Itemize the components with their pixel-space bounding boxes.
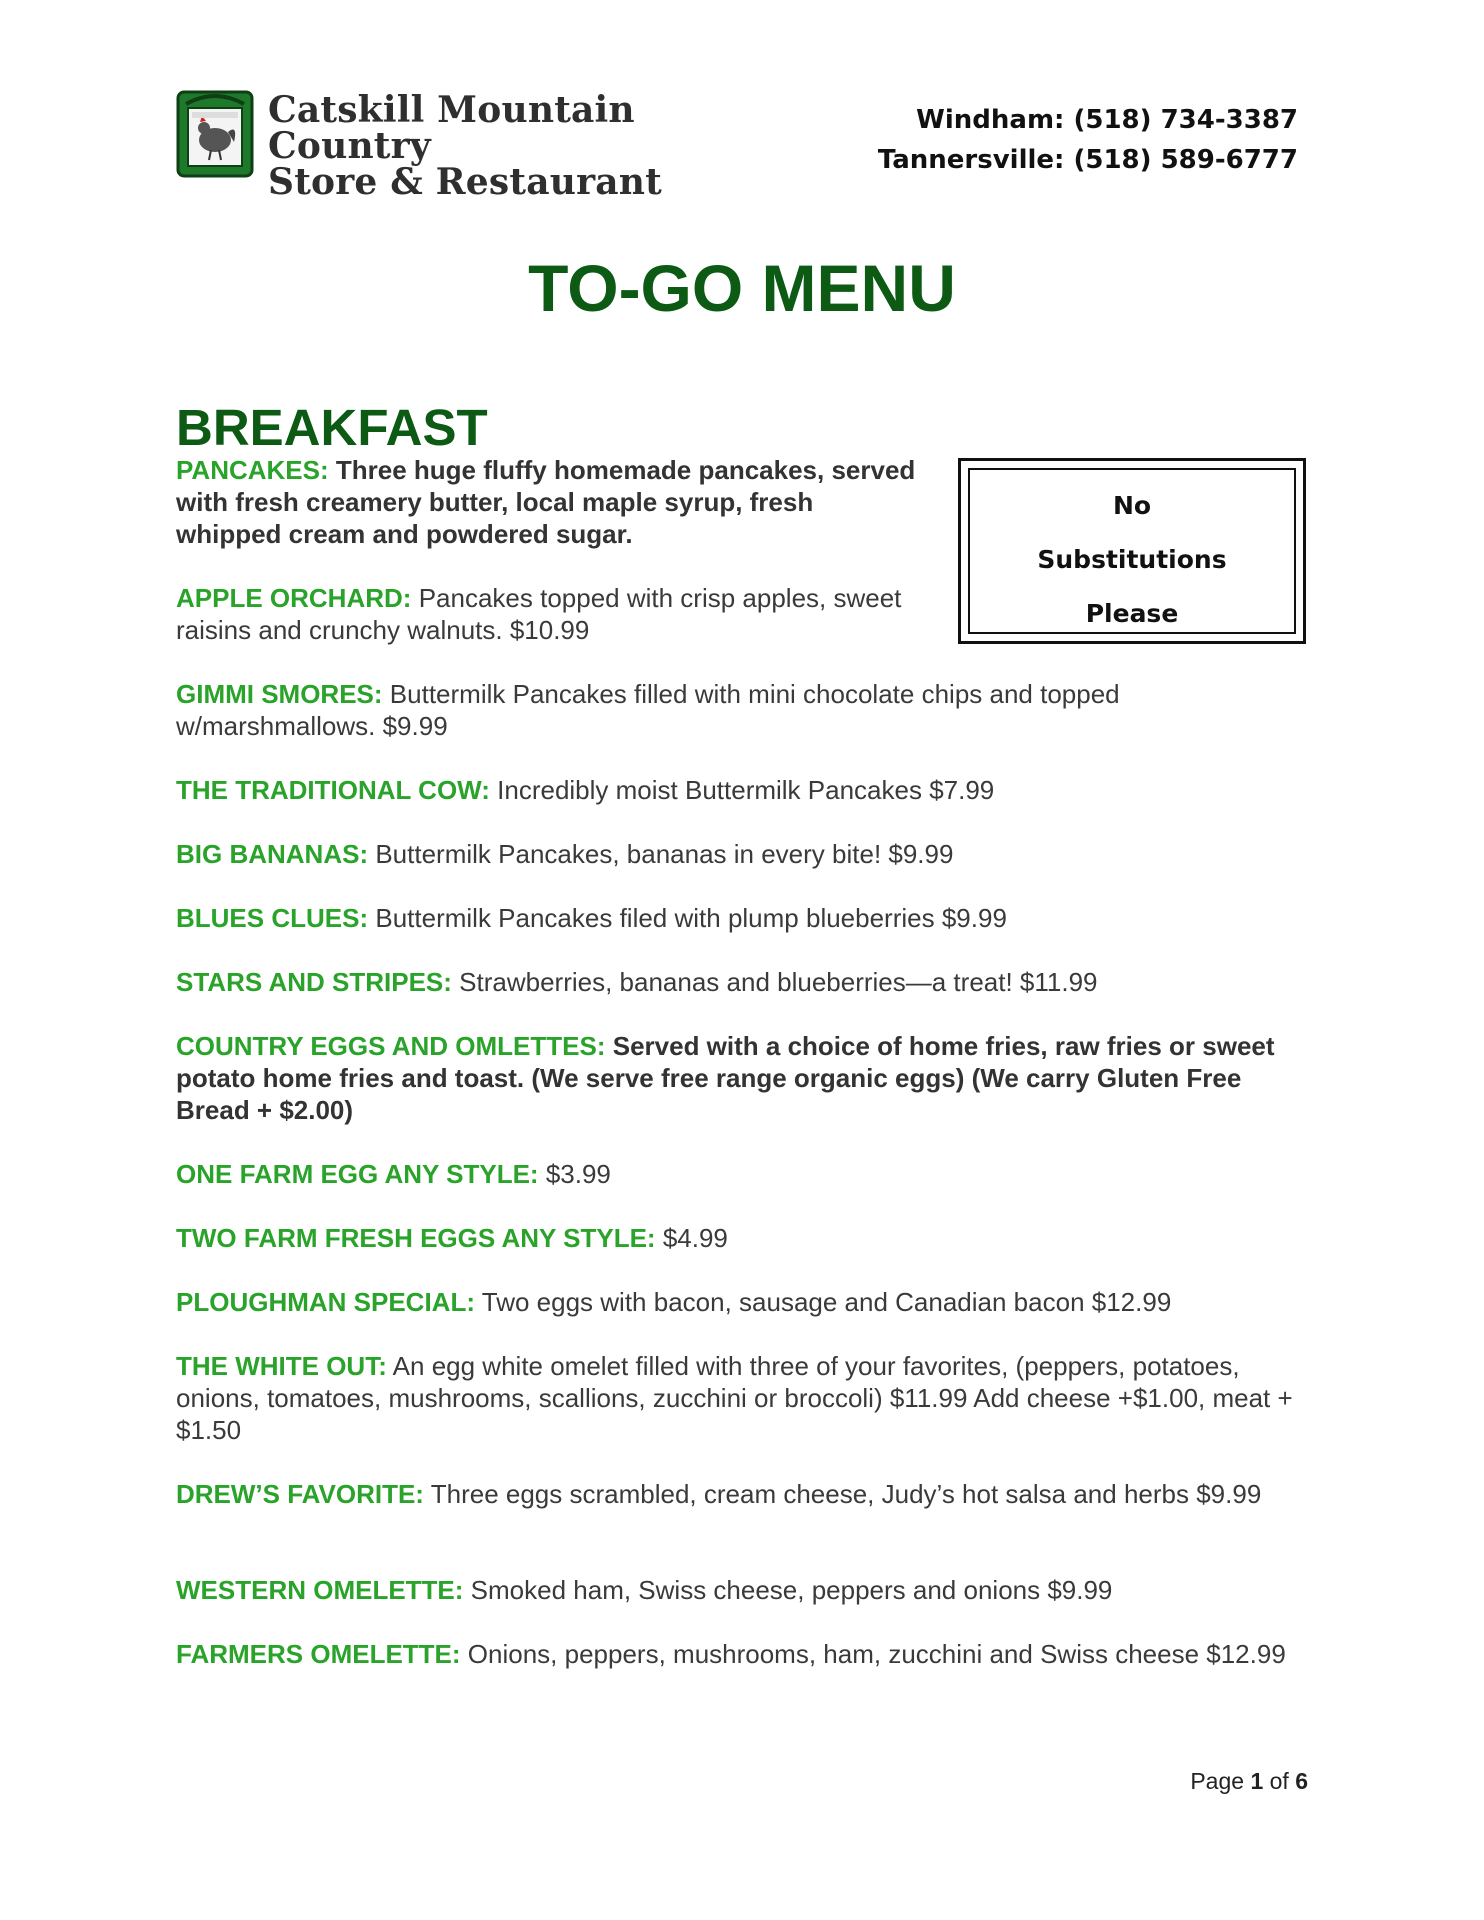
menu-item-one-farm-egg [176,1158,1316,1190]
item-name: TWO FARM FRESH EGGS ANY STYLE: [176,1223,656,1253]
menu-item-blues-clues [176,902,1316,934]
item-name: STARS AND STRIPES: [176,967,452,997]
item-description: An egg white omelet filled with three of your favorites, (peppers, potatoes, onions, tomatoes, mushrooms, scallions, zucchini or broccoli) $11.99 Add cheese +$1.00, meat + $1.50 [176,1351,1293,1445]
item-name: WESTERN OMELETTE: [176,1575,464,1605]
page-current: 1 [1250,1768,1264,1794]
pancakes-intro [176,454,916,550]
item-description: Buttermilk Pancakes filled with mini chocolate chips and topped w/marshmallows. $9.99 [176,679,1120,741]
menu-item-big-bananas [176,838,1316,870]
item-description: Two eggs with bacon, sausage and Canadian bacon $12.99 [481,1287,1172,1317]
menu-item-apple-orchard [176,582,906,646]
menu-item-drews-favorite [176,1478,1316,1510]
menu-item-white-out [176,1350,1316,1446]
menu-item-farmers-omelette [176,1638,1316,1670]
notice-line-2: Substitutions [1037,545,1227,574]
item-description: Three huge fluffy homemade pancakes, served with fresh creamery butter, local maple syrup, fresh whipped cream and powdered sugar. [176,455,916,549]
logo-wordmark [268,89,776,203]
menu-item-ploughman-special [176,1286,1316,1318]
item-description: Onions, peppers, mushrooms, ham, zucchini and Swiss cheese $12.99 [467,1639,1286,1669]
item-description: Three eggs scrambled, cream cheese, Judy’s hot salsa and herbs $9.99 [430,1479,1262,1509]
notice-line-1: No [1112,491,1152,520]
item-description: Served with a choice of home fries, raw fries or sweet potato home fries and toast. (We serve free range organic eggs) (We carry Gluten Free Bread + $2.00) [176,1031,1275,1125]
item-description: Strawberries, bananas and blueberries—a treat! $11.99 [459,967,1098,997]
item-name: BLUES CLUES: [176,903,369,933]
item-name: THE WHITE OUT: [176,1351,387,1381]
notice-text [961,479,1303,641]
item-description: Smoked ham, Swiss cheese, peppers and onions $9.99 [470,1575,1113,1605]
page-label: Page [1190,1768,1245,1794]
item-name: THE TRADITIONAL COW: [176,775,490,805]
logo-line-2: Store & Restaurant [268,161,662,203]
item-description: $3.99 [545,1159,611,1189]
item-name: COUNTRY EGGS AND OMLETTES: [176,1031,606,1061]
item-name: DREW’S FAVORITE: [176,1479,424,1509]
item-description: $4.99 [662,1223,728,1253]
menu-item-western-omelette [176,1574,1316,1606]
item-name: PLOUGHMAN SPECIAL: [176,1287,475,1317]
section-heading-breakfast: BREAKFAST [176,399,488,456]
item-name: APPLE ORCHARD: [176,583,412,613]
page-title: TO-GO MENU [528,251,956,325]
menu-item-traditional-cow [176,774,1316,806]
item-name: FARMERS OMELETTE: [176,1639,461,1669]
phone-numbers [878,100,1298,180]
item-name: ONE FARM EGG ANY STYLE: [176,1159,539,1189]
menu-item-two-farm-eggs [176,1222,1316,1254]
no-substitutions-notice [958,458,1306,644]
item-description: Buttermilk Pancakes filed with plump blueberries $9.99 [375,903,1007,933]
item-name: GIMMI SMORES: [176,679,383,709]
item-name: BIG BANANAS: [176,839,369,869]
page-number [1190,1768,1308,1795]
phone-windham: Windham: (518) 734-3387 [916,105,1298,135]
menu-item-country-eggs [176,1030,1316,1126]
notice-line-3: Please [1085,599,1179,628]
item-name: PANCAKES: [176,455,329,485]
logo-line-1: Catskill Mountain Country [268,89,635,167]
rooster-badge-icon [176,86,254,178]
page-of: of [1269,1768,1289,1794]
menu-item-gimmi-smores [176,678,1316,742]
store-logo [176,86,776,203]
page-total: 6 [1295,1768,1308,1794]
item-description: Pancakes topped with crisp apples, sweet raisins and crunchy walnuts. $10.99 [176,583,902,645]
phone-tannersville: Tannersville: (518) 589-6777 [877,145,1298,175]
item-description: Buttermilk Pancakes, bananas in every bite! $9.99 [375,839,954,869]
item-description: Incredibly moist Buttermilk Pancakes $7.99 [497,775,995,805]
menu-item-stars-and-stripes [176,966,1316,998]
